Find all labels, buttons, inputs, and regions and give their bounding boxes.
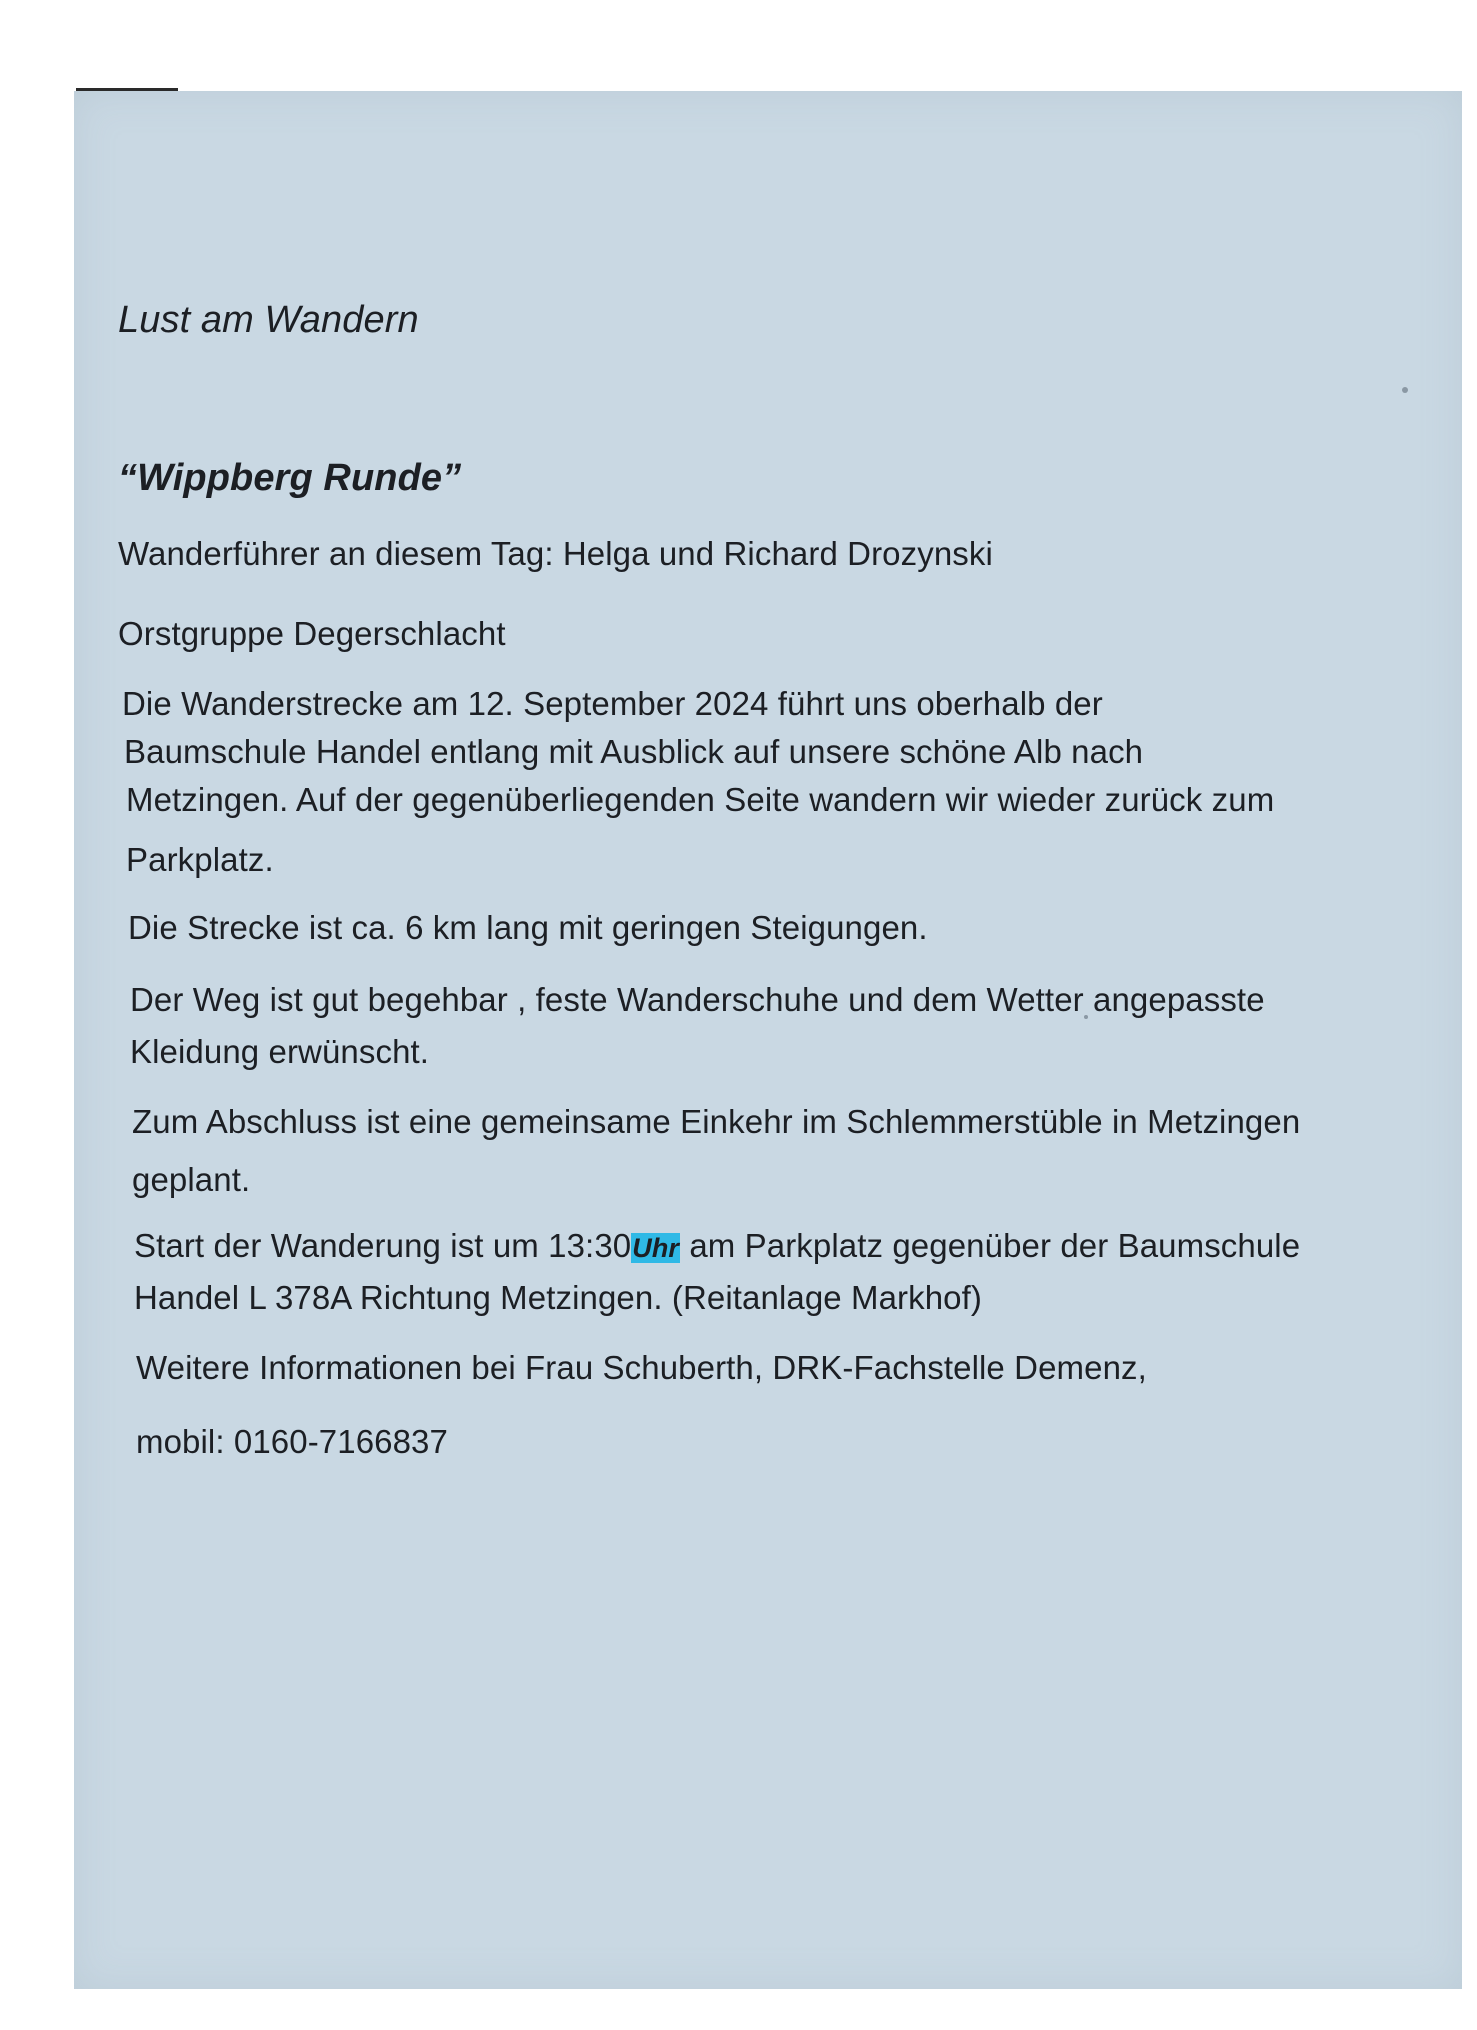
closing-line-1: Zum Abschluss ist eine gemeinsame Einkehr im Schlemmerstüble in Metzingen (132, 1103, 1301, 1140)
route-line-1: Die Wanderstrecke am 12. September 2024 führt uns oberhalb der (122, 685, 1103, 722)
start-line-1 (134, 1224, 1300, 1270)
scan-speck (1402, 387, 1408, 393)
route-line-4: Parkplatz. (126, 841, 274, 878)
route-line-3: Metzingen. Auf der gegenüberliegenden Seite wandern wir wieder zurück zum (126, 781, 1275, 818)
closing-line-2: geplant. (132, 1161, 251, 1198)
route-line-2: Baumschule Handel entlang mit Ausblick auf unsere schöne Alb nach (124, 733, 1144, 770)
start-place-text: am Parkplatz gegenüber der Baumschule (680, 1227, 1301, 1264)
start-time-text: Start der Wanderung ist um 13:30 (134, 1227, 632, 1264)
highlighted-word: Uhr (632, 1233, 680, 1263)
distance-line: Die Strecke ist ca. 6 km lang mit geringen Steigungen. (128, 909, 928, 946)
document-header: Lust am Wandern (118, 299, 419, 341)
start-line-2: Handel L 378A Richtung Metzingen. (Reitanlage Markhof) (134, 1279, 982, 1316)
path-line-2: Kleidung erwünscht. (130, 1033, 430, 1070)
guides-line: Wanderführer an diesem Tag: Helga und Richard Drozynski (118, 535, 993, 572)
group-line: Orstgruppe Degerschlacht (118, 615, 506, 652)
phone-line: mobil: 0160-7166837 (136, 1423, 448, 1460)
info-line: Weitere Informationen bei Frau Schuberth, DRK-Fachstelle Demenz, (136, 1349, 1147, 1386)
path-line-1: Der Weg ist gut begehbar , feste Wanderschuhe und dem Wetter angepasste (130, 981, 1265, 1018)
document-title: “Wippberg Runde” (118, 457, 462, 499)
